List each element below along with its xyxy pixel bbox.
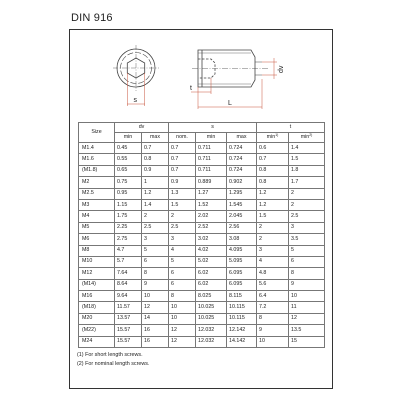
- cell-dv-max: 0.8: [142, 154, 169, 165]
- cell-s-min: 3.02: [196, 234, 227, 245]
- cell-size: (M18): [79, 302, 115, 313]
- cell-size: M2: [79, 177, 115, 188]
- cell-t-min-short: 7.2: [257, 302, 289, 313]
- cell-s-max: 10.115: [227, 313, 257, 324]
- cell-dv-min: 5.7: [115, 256, 142, 267]
- cell-size: M12: [79, 268, 115, 279]
- table-header-row: [79, 123, 325, 133]
- table-row: [79, 143, 325, 154]
- cell-t-min-short: 10: [257, 336, 289, 347]
- cell-dv-min: 0.75: [115, 177, 142, 188]
- cell-s-min: 0.711: [196, 165, 227, 176]
- cell-t-min-nominal: 15: [289, 336, 325, 347]
- cell-s-max: 2.56: [227, 222, 257, 233]
- table-row: [79, 245, 325, 256]
- cell-size: (M22): [79, 325, 115, 336]
- cell-dv-max: 2: [142, 211, 169, 222]
- cell-t-min-short: 0.6: [257, 143, 289, 154]
- cell-s-nom: 5: [169, 256, 196, 267]
- cell-t-min-nominal: 3.5: [289, 234, 325, 245]
- cell-t-min-short: 0.7: [257, 154, 289, 165]
- cell-s-nom: 1.3: [169, 188, 196, 199]
- cell-s-min: 5.02: [196, 256, 227, 267]
- cell-s-max: 1.295: [227, 188, 257, 199]
- cell-size: M20: [79, 313, 115, 324]
- table-row: [79, 154, 325, 165]
- table-row: [79, 325, 325, 336]
- cell-t-min-nominal: 3: [289, 222, 325, 233]
- cell-t-min-short: 0.8: [257, 177, 289, 188]
- cell-dv-min: 15.57: [115, 336, 142, 347]
- cell-dv-max: 16: [142, 325, 169, 336]
- subheader-s-nom: nom.: [169, 133, 196, 143]
- cell-t-min-nominal: 10: [289, 291, 325, 302]
- table-subheader-row: [79, 133, 325, 143]
- cell-s-min: 0.889: [196, 177, 227, 188]
- cell-s-max: 3.08: [227, 234, 257, 245]
- dimension-t: [191, 78, 211, 94]
- cell-dv-max: 1: [142, 177, 169, 188]
- cell-s-nom: 10: [169, 313, 196, 324]
- cell-s-nom: 8: [169, 291, 196, 302]
- cell-s-min: 1.27: [196, 188, 227, 199]
- cell-dv-min: 15.57: [115, 325, 142, 336]
- cell-size: M2.5: [79, 188, 115, 199]
- cell-s-min: 0.711: [196, 143, 227, 154]
- cell-s-max: 0.724: [227, 154, 257, 165]
- cell-s-nom: 4: [169, 245, 196, 256]
- cell-s-max: 12.142: [227, 325, 257, 336]
- cell-t-min-short: 4.8: [257, 268, 289, 279]
- dimension-L-label: L: [228, 100, 232, 107]
- cell-s-nom: 0.9: [169, 177, 196, 188]
- cell-s-max: 0.724: [227, 143, 257, 154]
- cell-t-min-nominal: 13.5: [289, 325, 325, 336]
- cell-dv-max: 16: [142, 336, 169, 347]
- cell-s-max: 1.545: [227, 199, 257, 210]
- table-row: [79, 336, 325, 347]
- cell-dv-min: 8.64: [115, 279, 142, 290]
- side-view: [192, 50, 268, 87]
- cell-t-min-short: 6.4: [257, 291, 289, 302]
- cell-s-nom: 10: [169, 302, 196, 313]
- footnote-nominal-length: (2) For nominal length screws.: [77, 360, 150, 367]
- cell-t-min-nominal: 6: [289, 256, 325, 267]
- cell-dv-max: 0.7: [142, 143, 169, 154]
- cell-s-min: 4.02: [196, 245, 227, 256]
- cell-t-min-nominal: 11: [289, 302, 325, 313]
- cell-dv-max: 1.2: [142, 188, 169, 199]
- cell-t-min-nominal: 9: [289, 279, 325, 290]
- cell-s-nom: 12: [169, 336, 196, 347]
- cell-s-nom: 12: [169, 325, 196, 336]
- cell-dv-max: 10: [142, 291, 169, 302]
- cell-t-min-nominal: 2: [289, 199, 325, 210]
- cell-dv-max: 8: [142, 268, 169, 279]
- cell-s-max: 8.115: [227, 291, 257, 302]
- cell-dv-min: 0.95: [115, 188, 142, 199]
- cell-dv-max: 2.5: [142, 222, 169, 233]
- cell-s-min: 8.025: [196, 291, 227, 302]
- front-view: [113, 45, 159, 91]
- cell-dv-min: 7.64: [115, 268, 142, 279]
- cell-s-nom: 6: [169, 279, 196, 290]
- footnotes: [77, 351, 150, 368]
- cell-s-nom: 2: [169, 211, 196, 222]
- cell-s-min: 12.032: [196, 336, 227, 347]
- cell-s-nom: 0.7: [169, 143, 196, 154]
- cell-t-min-nominal: 1.7: [289, 177, 325, 188]
- cell-s-max: 2.045: [227, 211, 257, 222]
- table-row: [79, 199, 325, 210]
- cell-t-min-short: 0.8: [257, 165, 289, 176]
- dimension-dv-label: dv: [278, 65, 285, 73]
- cell-t-min-short: 2: [257, 234, 289, 245]
- cell-s-max: 6.095: [227, 279, 257, 290]
- cell-size: M10: [79, 256, 115, 267]
- cell-t-min-nominal: 1.4: [289, 143, 325, 154]
- cell-t-min-nominal: 1.5: [289, 154, 325, 165]
- table-row: [79, 177, 325, 188]
- table-row: [79, 256, 325, 267]
- cell-dv-max: 5: [142, 245, 169, 256]
- table-body: [79, 143, 325, 348]
- cell-size: M4: [79, 211, 115, 222]
- cell-t-min-short: 1.2: [257, 199, 289, 210]
- table-row: [79, 302, 325, 313]
- cell-dv-min: 2.25: [115, 222, 142, 233]
- header-dv: dv: [115, 123, 169, 133]
- header-size: Size: [79, 123, 115, 143]
- cell-s-min: 10.025: [196, 302, 227, 313]
- cell-s-nom: 1.5: [169, 199, 196, 210]
- cell-s-min: 12.032: [196, 325, 227, 336]
- cell-t-min-nominal: 12: [289, 313, 325, 324]
- cell-s-min: 6.02: [196, 279, 227, 290]
- cell-t-min-short: 1.5: [257, 211, 289, 222]
- cell-t-min-short: 2: [257, 222, 289, 233]
- cell-s-min: 6.02: [196, 268, 227, 279]
- cell-size: M16: [79, 291, 115, 302]
- cell-s-min: 2.52: [196, 222, 227, 233]
- cell-dv-min: 0.55: [115, 154, 142, 165]
- page-title: DIN 916: [71, 12, 113, 24]
- cell-t-min-nominal: 1.8: [289, 165, 325, 176]
- cell-s-max: 5.095: [227, 256, 257, 267]
- cell-s-nom: 6: [169, 268, 196, 279]
- cell-dv-max: 3: [142, 234, 169, 245]
- cell-size: (M1.8): [79, 165, 115, 176]
- table-row: [79, 291, 325, 302]
- subheader-dv-max: max: [142, 133, 169, 143]
- subheader-dv-min: min: [115, 133, 142, 143]
- cell-dv-min: 11.57: [115, 302, 142, 313]
- cell-dv-min: 9.64: [115, 291, 142, 302]
- cell-s-min: 0.711: [196, 154, 227, 165]
- footnote-short-length: (1) For short length screws.: [77, 352, 143, 358]
- subheader-s-min: min: [196, 133, 227, 143]
- cell-t-min-nominal: 2.5: [289, 211, 325, 222]
- cell-s-max: 4.095: [227, 245, 257, 256]
- table-row: [79, 279, 325, 290]
- cell-s-nom: 2.5: [169, 222, 196, 233]
- cell-s-min: 2.02: [196, 211, 227, 222]
- cell-size: (M14): [79, 279, 115, 290]
- cell-t-min-short: 3: [257, 245, 289, 256]
- cell-s-max: 0.902: [227, 177, 257, 188]
- table-row: [79, 188, 325, 199]
- cell-s-max: 14.142: [227, 336, 257, 347]
- cell-s-max: 10.115: [227, 302, 257, 313]
- cell-t-min-short: 1.2: [257, 188, 289, 199]
- cell-dv-min: 0.65: [115, 165, 142, 176]
- cell-dv-min: 1.15: [115, 199, 142, 210]
- dimension-table: [78, 122, 325, 348]
- subheader-t-min-short: $\min^{1)}$: [257, 133, 289, 143]
- cell-dv-min: 2.75: [115, 234, 142, 245]
- cell-dv-min: 1.75: [115, 211, 142, 222]
- cell-dv-max: 1.4: [142, 199, 169, 210]
- cell-dv-min: 13.57: [115, 313, 142, 324]
- table-row: [79, 211, 325, 222]
- cell-size: M1.6: [79, 154, 115, 165]
- dimension-t-label: t: [190, 85, 192, 92]
- cell-dv-max: 0.9: [142, 165, 169, 176]
- cell-dv-min: 4.7: [115, 245, 142, 256]
- cell-t-min-nominal: 2: [289, 188, 325, 199]
- cell-s-nom: 0.7: [169, 154, 196, 165]
- cell-size: M5: [79, 222, 115, 233]
- subheader-t-min-nominal: $\min^{2)}$: [289, 133, 325, 143]
- cell-s-max: 0.724: [227, 165, 257, 176]
- header-s: s: [169, 123, 257, 133]
- cell-s-max: 6.095: [227, 268, 257, 279]
- subheader-s-max: max: [227, 133, 257, 143]
- header-t: t: [257, 123, 325, 133]
- cell-size: M6: [79, 234, 115, 245]
- cell-t-min-nominal: 8: [289, 268, 325, 279]
- cell-dv-max: 6: [142, 256, 169, 267]
- cell-dv-max: 9: [142, 279, 169, 290]
- cell-s-min: 1.52: [196, 199, 227, 210]
- cell-dv-max: 12: [142, 302, 169, 313]
- cell-size: M1.4: [79, 143, 115, 154]
- cell-s-nom: 3: [169, 234, 196, 245]
- cell-dv-min: 0.45: [115, 143, 142, 154]
- table-row: [79, 234, 325, 245]
- cell-size: M24: [79, 336, 115, 347]
- set-screw-drawing: [70, 30, 332, 115]
- cell-s-min: 10.025: [196, 313, 227, 324]
- cell-size: M3: [79, 199, 115, 210]
- table-row: [79, 268, 325, 279]
- table-row: [79, 313, 325, 324]
- cell-t-min-short: 9: [257, 325, 289, 336]
- cell-size: M8: [79, 245, 115, 256]
- cell-t-min-nominal: 5: [289, 245, 325, 256]
- table-row: [79, 222, 325, 233]
- dimension-s-label: s: [133, 97, 137, 104]
- cell-dv-max: 14: [142, 313, 169, 324]
- cell-t-min-short: 5.6: [257, 279, 289, 290]
- cell-t-min-short: 8: [257, 313, 289, 324]
- cell-s-nom: 0.7: [169, 165, 196, 176]
- table-row: [79, 165, 325, 176]
- cell-t-min-short: 4: [257, 256, 289, 267]
